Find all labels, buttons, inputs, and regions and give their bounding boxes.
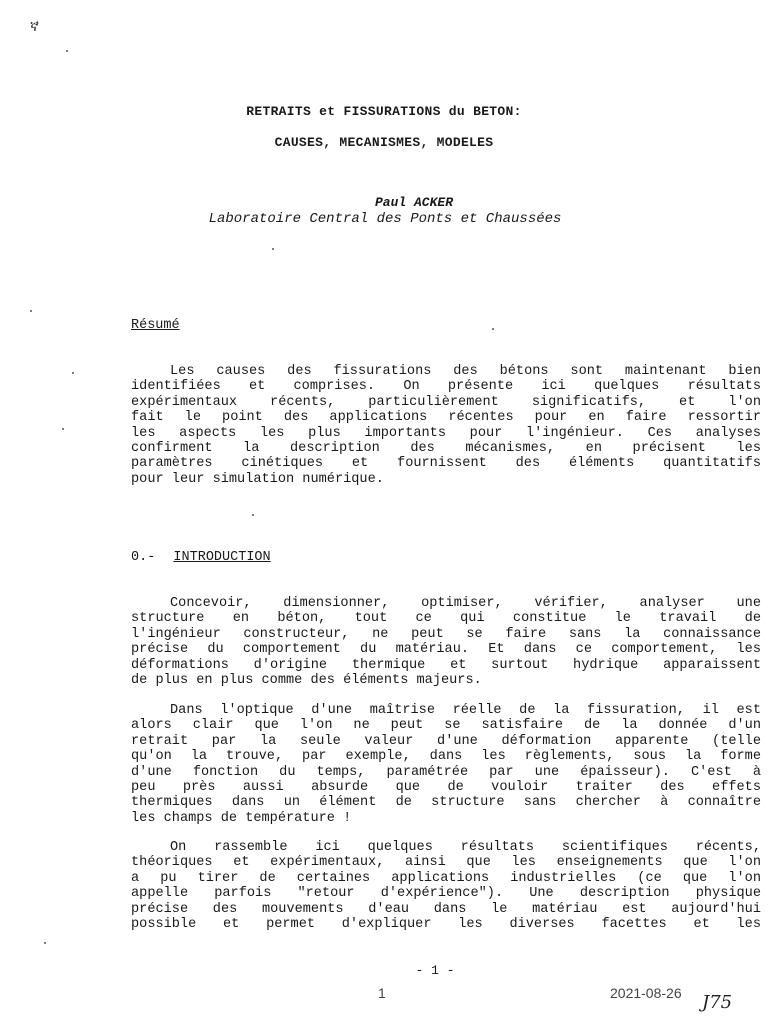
text-line: possible et permet d'expliquer les diverses facettes et les [131,916,761,932]
text-line: théoriques et expérimentaux, ainsi que les enseignements que l'on [131,855,761,871]
intro-paragraph-3 [131,840,761,932]
section-heading [131,550,271,565]
text-line: alors clair que l'on ne peut se satisfaire de la donnée d'un [131,718,761,734]
footer-page-number: 1 [378,985,386,1001]
text-line: expérimentaux récents, particulièrement significatifs, et l'on [131,394,761,410]
corner-mark: ኛ [30,20,39,36]
handwritten-signature: J75 [702,992,733,1013]
text-line: retrait par la seule valeur d'une déformation apparente (telle [131,733,761,749]
text-line: Concevoir, dimensionner, optimiser, vérifier, analyser une [170,596,761,611]
text-line: identifiées et comprises. On présente ici quelques résultats [131,379,761,395]
text-line: appelle parfois "retour d'expérience"). Une description physique [131,886,761,902]
footer-date: 2021-08-26 [610,985,682,1001]
text-line: Les causes des fissurations des bétons sont maintenant bien [170,364,761,379]
text-line: fait le point des applications récentes pour en faire ressortir [131,410,761,426]
scan-speck [272,248,274,250]
text-line: précise du comportement du matériau. Et dans ce comportement, les [131,642,761,658]
scan-speck [66,50,68,52]
text-line: Dans l'optique d'une maîtrise réelle de la fissuration, il est [170,703,761,718]
page-number: - 1 - [415,963,455,978]
resume-heading: Résumé [131,318,180,333]
scan-speck [492,328,494,330]
author-affiliation: Laboratoire Central des Ponts et Chaussées [208,211,562,227]
text-line: thermiques dans un élément de structure sans chercher à connaître [131,795,761,811]
text-line: a pu tirer de certaines applications industrielles (ce que l'on [131,870,761,886]
scan-speck [72,372,74,374]
text-line: de plus en plus comme des éléments majeurs. [131,672,482,688]
text-line: qu'on la trouve, par exemple, dans les règlements, sous la forme [131,749,761,765]
text-line: les aspects les plus importants pour l'ingénieur. Ces analyses [131,425,761,441]
section-title: INTRODUCTION [173,550,271,565]
text-line: d'une fonction du temps, paramétrée par une épaisseur). C'est à [131,764,761,780]
scan-speck [252,514,254,516]
scan-speck [44,942,46,944]
text-line: paramètres cinétiques et fournissent des éléments quantitatifs [131,456,761,472]
text-line: confirment la description des mécanismes, en précisent les [131,440,761,456]
text-line: pour leur simulation numérique. [131,471,384,487]
text-line: peu près aussi absurde que de vouloir traiter des effets [131,779,761,795]
text-line: On rassemble ici quelques résultats scientifiques récents, [170,840,761,855]
author-name: Paul ACKER [374,195,453,210]
intro-paragraph-2 [131,703,761,826]
intro-paragraph-1 [131,596,761,688]
scan-speck [30,310,32,312]
text-line: structure en béton, tout ce qui constitue le travail de [131,611,761,627]
text-line: précise des mouvements d'eau dans le matériau est aujourd'hui [131,901,761,917]
scan-speck [62,428,64,430]
text-line: l'ingénieur constructeur, ne peut se faire sans la connaissance [131,626,761,642]
title-line-2: CAUSES, MECANISMES, MODELES [274,135,494,150]
text-line: déformations d'origine thermique et surtout hydrique apparaissent [131,657,761,673]
resume-paragraph [131,364,761,487]
title-line-1: RETRAITS et FISSURATIONS du BETON: [246,104,522,119]
text-line: les champs de température ! [131,810,352,826]
section-number: 0.- [131,550,156,565]
